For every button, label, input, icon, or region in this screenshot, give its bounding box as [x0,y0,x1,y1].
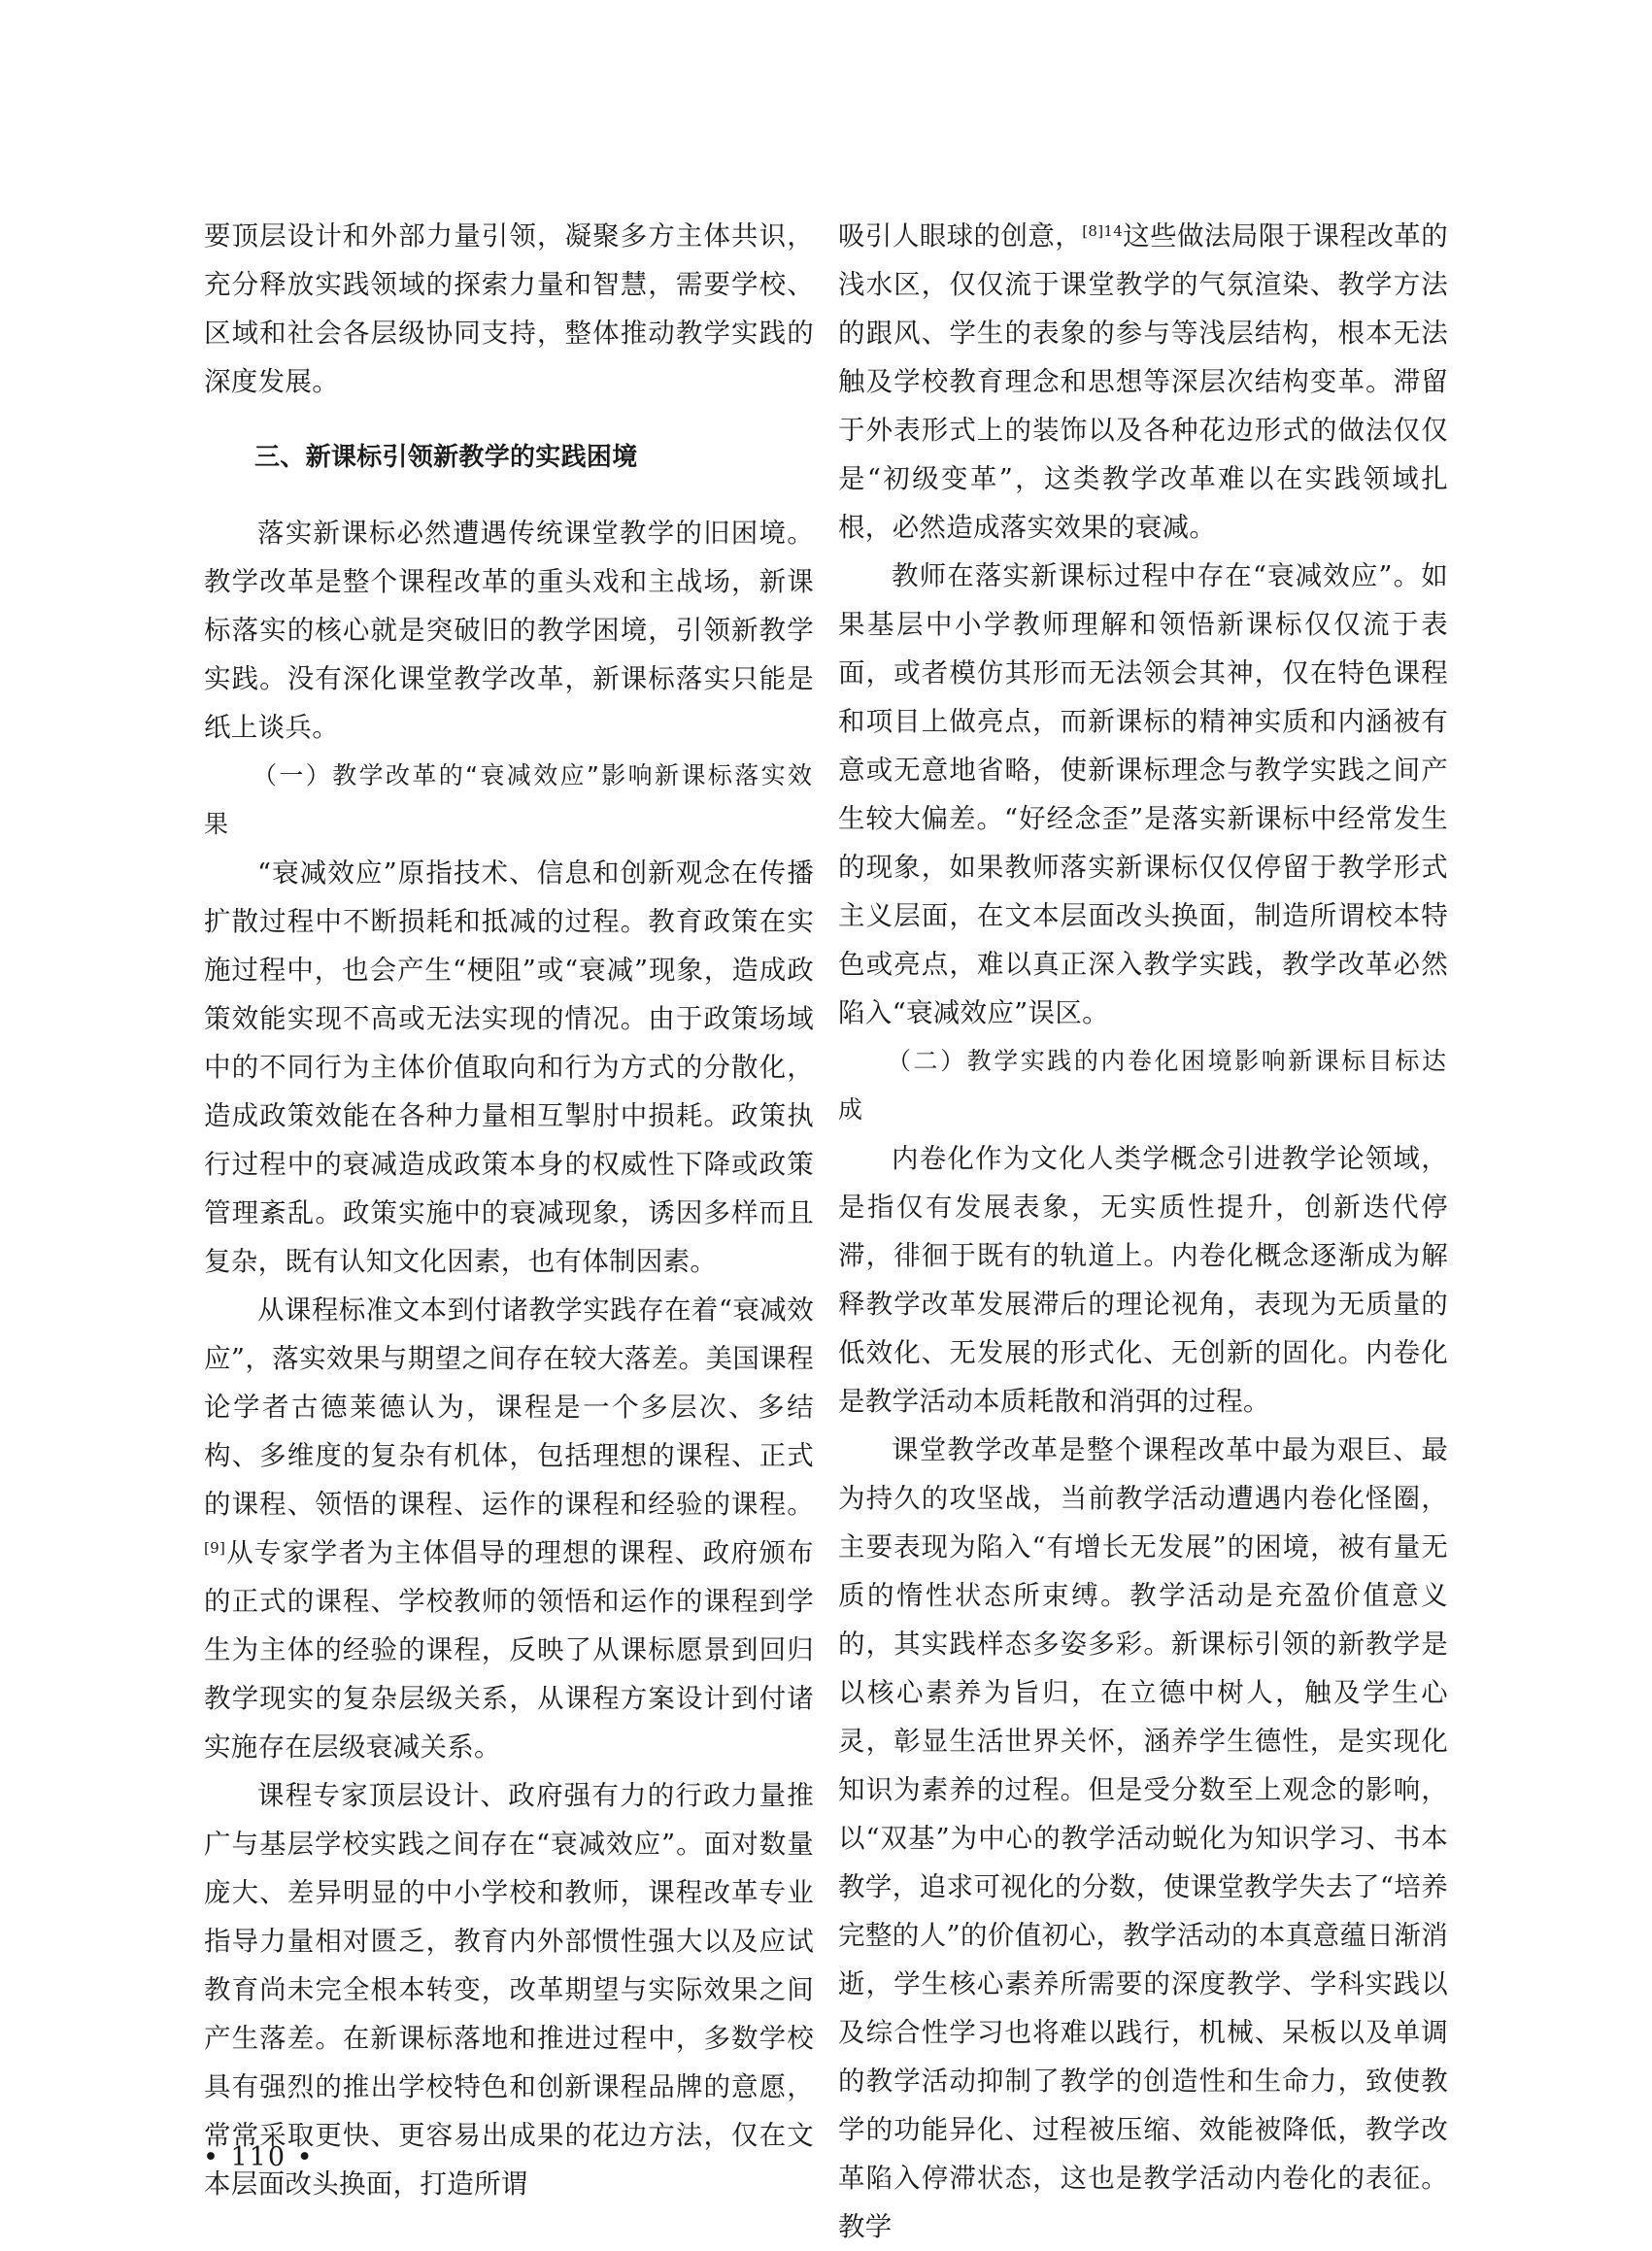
paragraph: 课程专家顶层设计、政府强有力的行政力量推广与基层学校实践之间存在“衰减效应”。面对数量庞大、差异明显的中小学校和教师，课程改革专业指导力量相对匮乏，教育内外部惯性强大以及应试教育尚未完全根本转变，改革期望与实际效果之间产生落差。在新课标落地和推进过程中，多数学校具有强烈的推出学校特色和创新课程品牌的意愿，常常采取更快、更容易出成果的花边方法，仅在文本层面改头换面，打造所谓 [204,1780,814,2200]
paragraph-text: 从课程标准文本到付诸教学实践存在着“衰减效应”，落实效果与期望之间存在较大落差。美国课程论学者古德莱德认为，课程是一个多层次、多结构、多维度的复杂有机体，包括理想的课程、正式的课程、领悟的课程、运作的课程和经验的课程。 [204,1294,814,1520]
paragraph: 要顶层设计和外部力量引领，凝聚多方主体共识，充分释放实践领域的探索力量和智慧，需要学校、区域和社会各层级协同支持，整体推动教学实践的深度发展。 [204,220,814,397]
paragraph: 落实新课标必然遭遇传统课堂教学的旧困境。教学改革是整个课程改革的重头戏和主战场，新课标落实的核心就是突破旧的教学困境，引领新教学实践。没有深化课堂教学改革，新课标落实只能是纸上谈兵。 [204,518,814,743]
paragraph-text: 从专家学者为主体倡导的理想的课程、政府颁布的正式的课程、学校教师的领悟和运作的课程到学生为主体的经验的课程，反映了从课标愿景到回归教学现实的复杂层级关系，从课程方案设计到付诸实施存在层级衰减关系。 [204,1537,814,1763]
section-heading: 三、新课标引领新教学的实践困境 [254,443,638,472]
citation-ref: [9] [204,1539,226,1557]
paragraph [204,1286,814,1771]
left-column [204,212,814,2208]
right-column [838,212,1448,2251]
paragraph: 课堂教学改革是整个课程改革中最为艰巨、最为持久的攻坚战，当前教学活动遭遇内卷化怪圈，主要表现为陷入“有增长无发展”的困境，被有量无质的惰性状态所束缚。教学活动是充盈价值意义的，其实践样态多姿多彩。新课标引领的新教学是以核心素养为旨归，在立德中树人，触及学生心灵，彰显生活世界关怀，涵养学生德性，是实现化知识为素养的过程。但是受分数至上观念的影响，以“双基”为中心的教学活动蜕化为知识学习、书本教学，追求可视化的分数，使课堂教学失去了“培养完整的人”的价值初心，教学活动的本真意蕴日渐消逝，学生核心素养所需要的深度教学、学科实践以及综合性学习也将难以践行，机械、呆板以及单调的教学活动抑制了教学的创造性和生命力，致使教学的功能异化、过程被压缩、效能被降低，教学改革陷入停滞状态，这也是教学活动内卷化的表征。教学 [838,1434,1448,2242]
paragraph: 内卷化作为文化人类学概念引进教学论领域，是指仅有发展表象，无实质性提升，创新迭代停滞，徘徊于既有的轨道上。内卷化概念逐渐成为解释教学改革发展滞后的理论视角，表现为无质量的低效化、无发展的形式化、无创新的固化。内卷化是教学活动本质耗散和消弭的过程。 [838,1143,1448,1417]
citation-ref: [8]14 [1082,222,1124,240]
subsection-heading: （二）教学实践的内卷化困境影响新课标目标达成 [838,1047,1448,1124]
paragraph-text: 这些做法局限于课程改革的浅水区，仅仅流于课堂教学的气氛渲染、教学方法的跟风、学生的表象的参与等浅层结构，根本无法触及学校教育理念和思想等深层次结构变革。滞留于外表形式上的装饰以及各种花边形式的做法仅仅是“初级变革”，这类教学改革难以在实践领域扎根，必然造成落实效果的衰减。 [838,220,1449,543]
paragraph: 教师在落实新课标过程中存在“衰减效应”。如果基层中小学教师理解和领悟新课标仅仅流于表面，或者模仿其形而无法领会其神，仅在特色课程和项目上做亮点，而新课标的精神实质和内涵被有意或无意地省略，使新课标理念与教学实践之间产生较大偏差。“好经念歪”是落实新课标中经常发生的现象，如果教师落实新课标仅仅停留于教学形式主义层面，在文本层面改头换面，制造所谓校本特色或亮点，难以真正深入教学实践，教学改革必然陷入“衰减效应”误区。 [838,560,1448,1028]
page-number: • 110 • [203,2142,315,2172]
paragraph-text: 吸引人眼球的创意， [838,220,1083,252]
subsection-heading: （一）教学改革的“衰减效应”影响新课标落实效果 [204,761,814,838]
paragraph [838,212,1448,552]
paragraph: “衰减效应”原指技术、信息和创新观念在传播扩散过程中不断损耗和抵减的过程。教育政策在实施过程中，也会产生“梗阻”或“衰减”现象，造成政策效能实现不高或无法实现的情况。由于政策场域中的不同行为主体价值取向和行为方式的分散化，造成政策效能在各种力量相互掣肘中损耗。政策执行过程中的衰减造成政策本身的权威性下降或政策管理紊乱。政策实施中的衰减现象，诱因多样而且复杂，既有认知文化因素，也有体制因素。 [204,857,814,1277]
